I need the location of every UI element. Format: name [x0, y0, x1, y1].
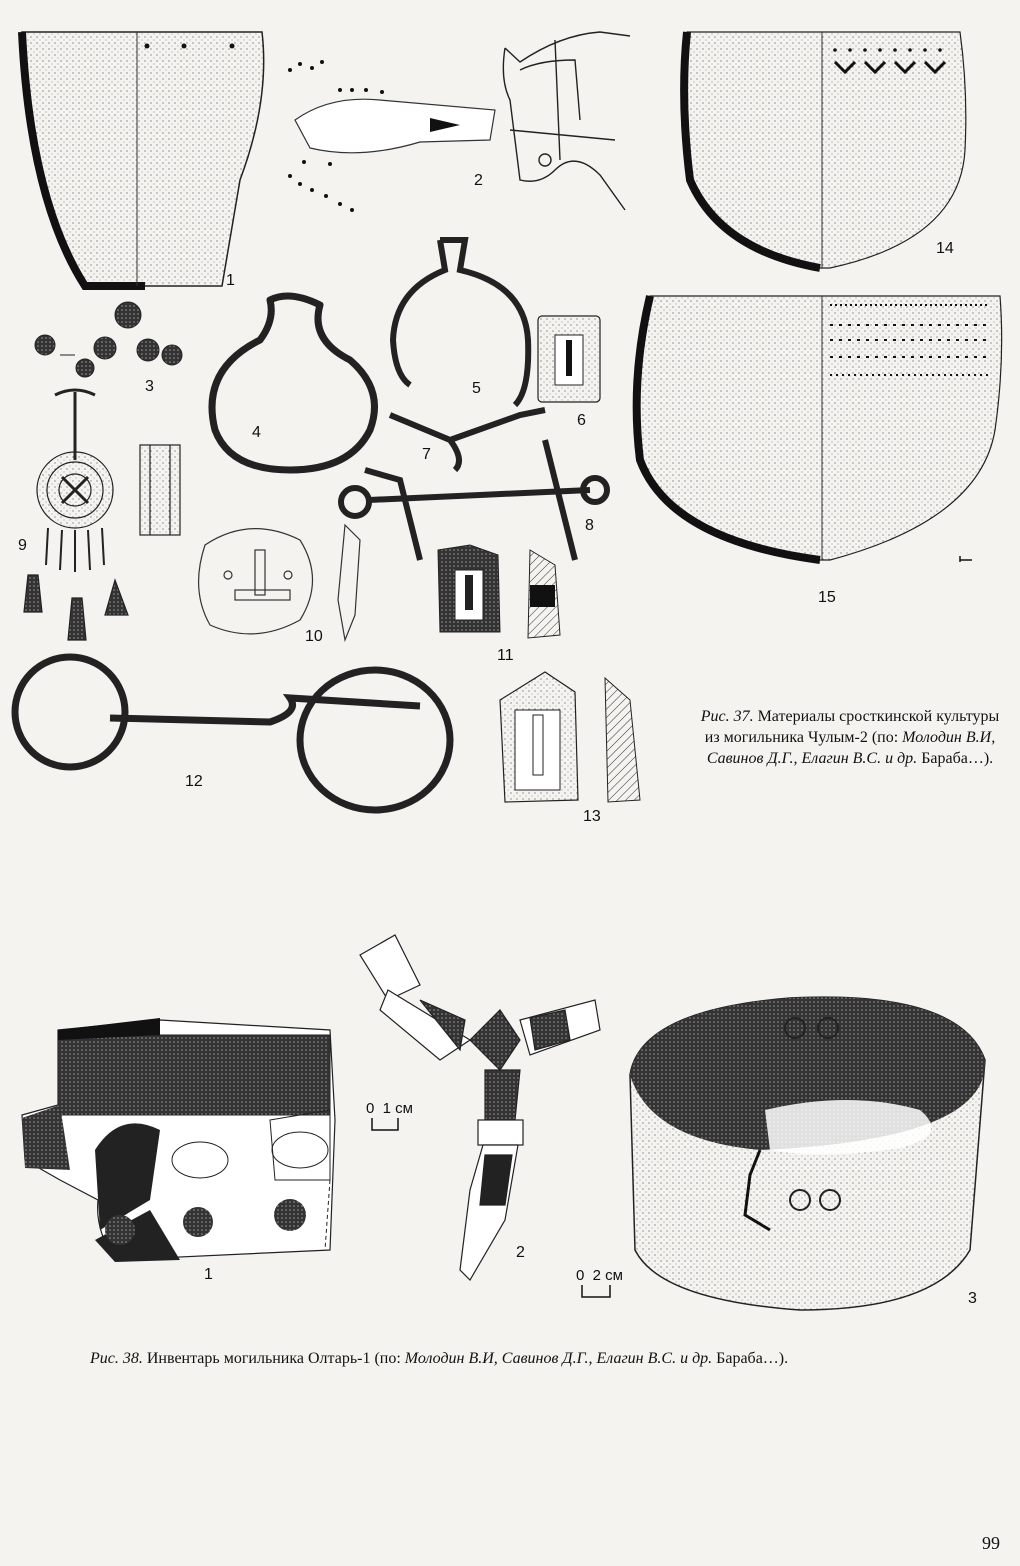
- fig38-caption-prefix: Рис. 38.: [90, 1350, 143, 1367]
- pendant-3-drawing: [35, 302, 182, 377]
- fig37-label-12: 12: [185, 773, 203, 790]
- scale-bar-2: [582, 1285, 610, 1297]
- snaffle-12-drawing: [15, 657, 450, 810]
- fig37-label-3: 3: [145, 378, 154, 395]
- fig37-label-9: 9: [18, 537, 27, 554]
- vessel-14-drawing: [684, 32, 966, 268]
- fig37-label-2: 2: [474, 172, 483, 189]
- fig37-label-15: 15: [818, 589, 836, 606]
- fig38-caption-source: Бараба…).: [712, 1350, 789, 1367]
- fig37-label-1: 1: [226, 272, 235, 289]
- plaque-13-drawing: [500, 672, 640, 802]
- fig37-label-4: 4: [252, 424, 261, 441]
- vessel-1-drawing: [22, 32, 264, 286]
- fig38-scale-1: 0 1 см: [366, 1100, 413, 1117]
- plaque-10-drawing: [199, 525, 360, 640]
- buckle-4-drawing: [212, 296, 375, 470]
- fig37-label-6: 6: [577, 412, 586, 429]
- fig37-label-10: 10: [305, 628, 323, 645]
- scale-bar-1: [372, 1118, 398, 1130]
- page-number: 99: [982, 1533, 1000, 1553]
- fig37-label-7: 7: [422, 446, 431, 463]
- fig38-scale-2: 0 2 см: [576, 1267, 623, 1284]
- fig37-label-11: 11: [497, 647, 514, 664]
- fig37-caption: [700, 706, 1000, 769]
- fig37-label-8: 8: [585, 517, 594, 534]
- stirrup-5-drawing: [393, 240, 528, 405]
- fig38-label-2: 2: [516, 1244, 525, 1261]
- bowl-3-drawing: [630, 997, 985, 1310]
- horse-head-drawing: [503, 32, 630, 210]
- fig38-caption: [90, 1348, 990, 1369]
- fig37-label-5: 5: [472, 380, 481, 397]
- fig37-caption-prefix: Рис. 37.: [700, 708, 754, 725]
- fig38-caption-authors: Молодин В.И, Савинов Д.Г., Елагин В.С. и др.: [404, 1350, 713, 1367]
- fig38-caption-text: Инвентарь могильника Олтарь-1 (по:: [146, 1350, 405, 1367]
- fig37-caption-authors: Молодин В.И, Савинов Д.Г., Елагин В.С. и др.: [706, 729, 996, 767]
- ornament-9-drawing: [24, 390, 180, 640]
- fig37-label-14: 14: [936, 240, 954, 257]
- vessel-15-drawing: [637, 296, 1002, 562]
- fig38-label-1: 1: [204, 1266, 213, 1283]
- belt-fragment-1-drawing: [22, 1018, 335, 1262]
- fig37-label-13: 13: [583, 808, 601, 825]
- plaque-11-drawing: [438, 545, 560, 638]
- horse-skull-drawing: [288, 60, 495, 212]
- fig37-caption-source: Бараба…).: [917, 750, 994, 767]
- fastener-7-drawing: [390, 410, 545, 470]
- fig37-caption-text: Материалы сросткинской культуры из могильника Чулым-2 (по:: [704, 708, 1000, 746]
- bit-8-drawing: [341, 440, 607, 560]
- plaque-6-drawing: [538, 316, 600, 402]
- fig38-label-3: 3: [968, 1290, 977, 1307]
